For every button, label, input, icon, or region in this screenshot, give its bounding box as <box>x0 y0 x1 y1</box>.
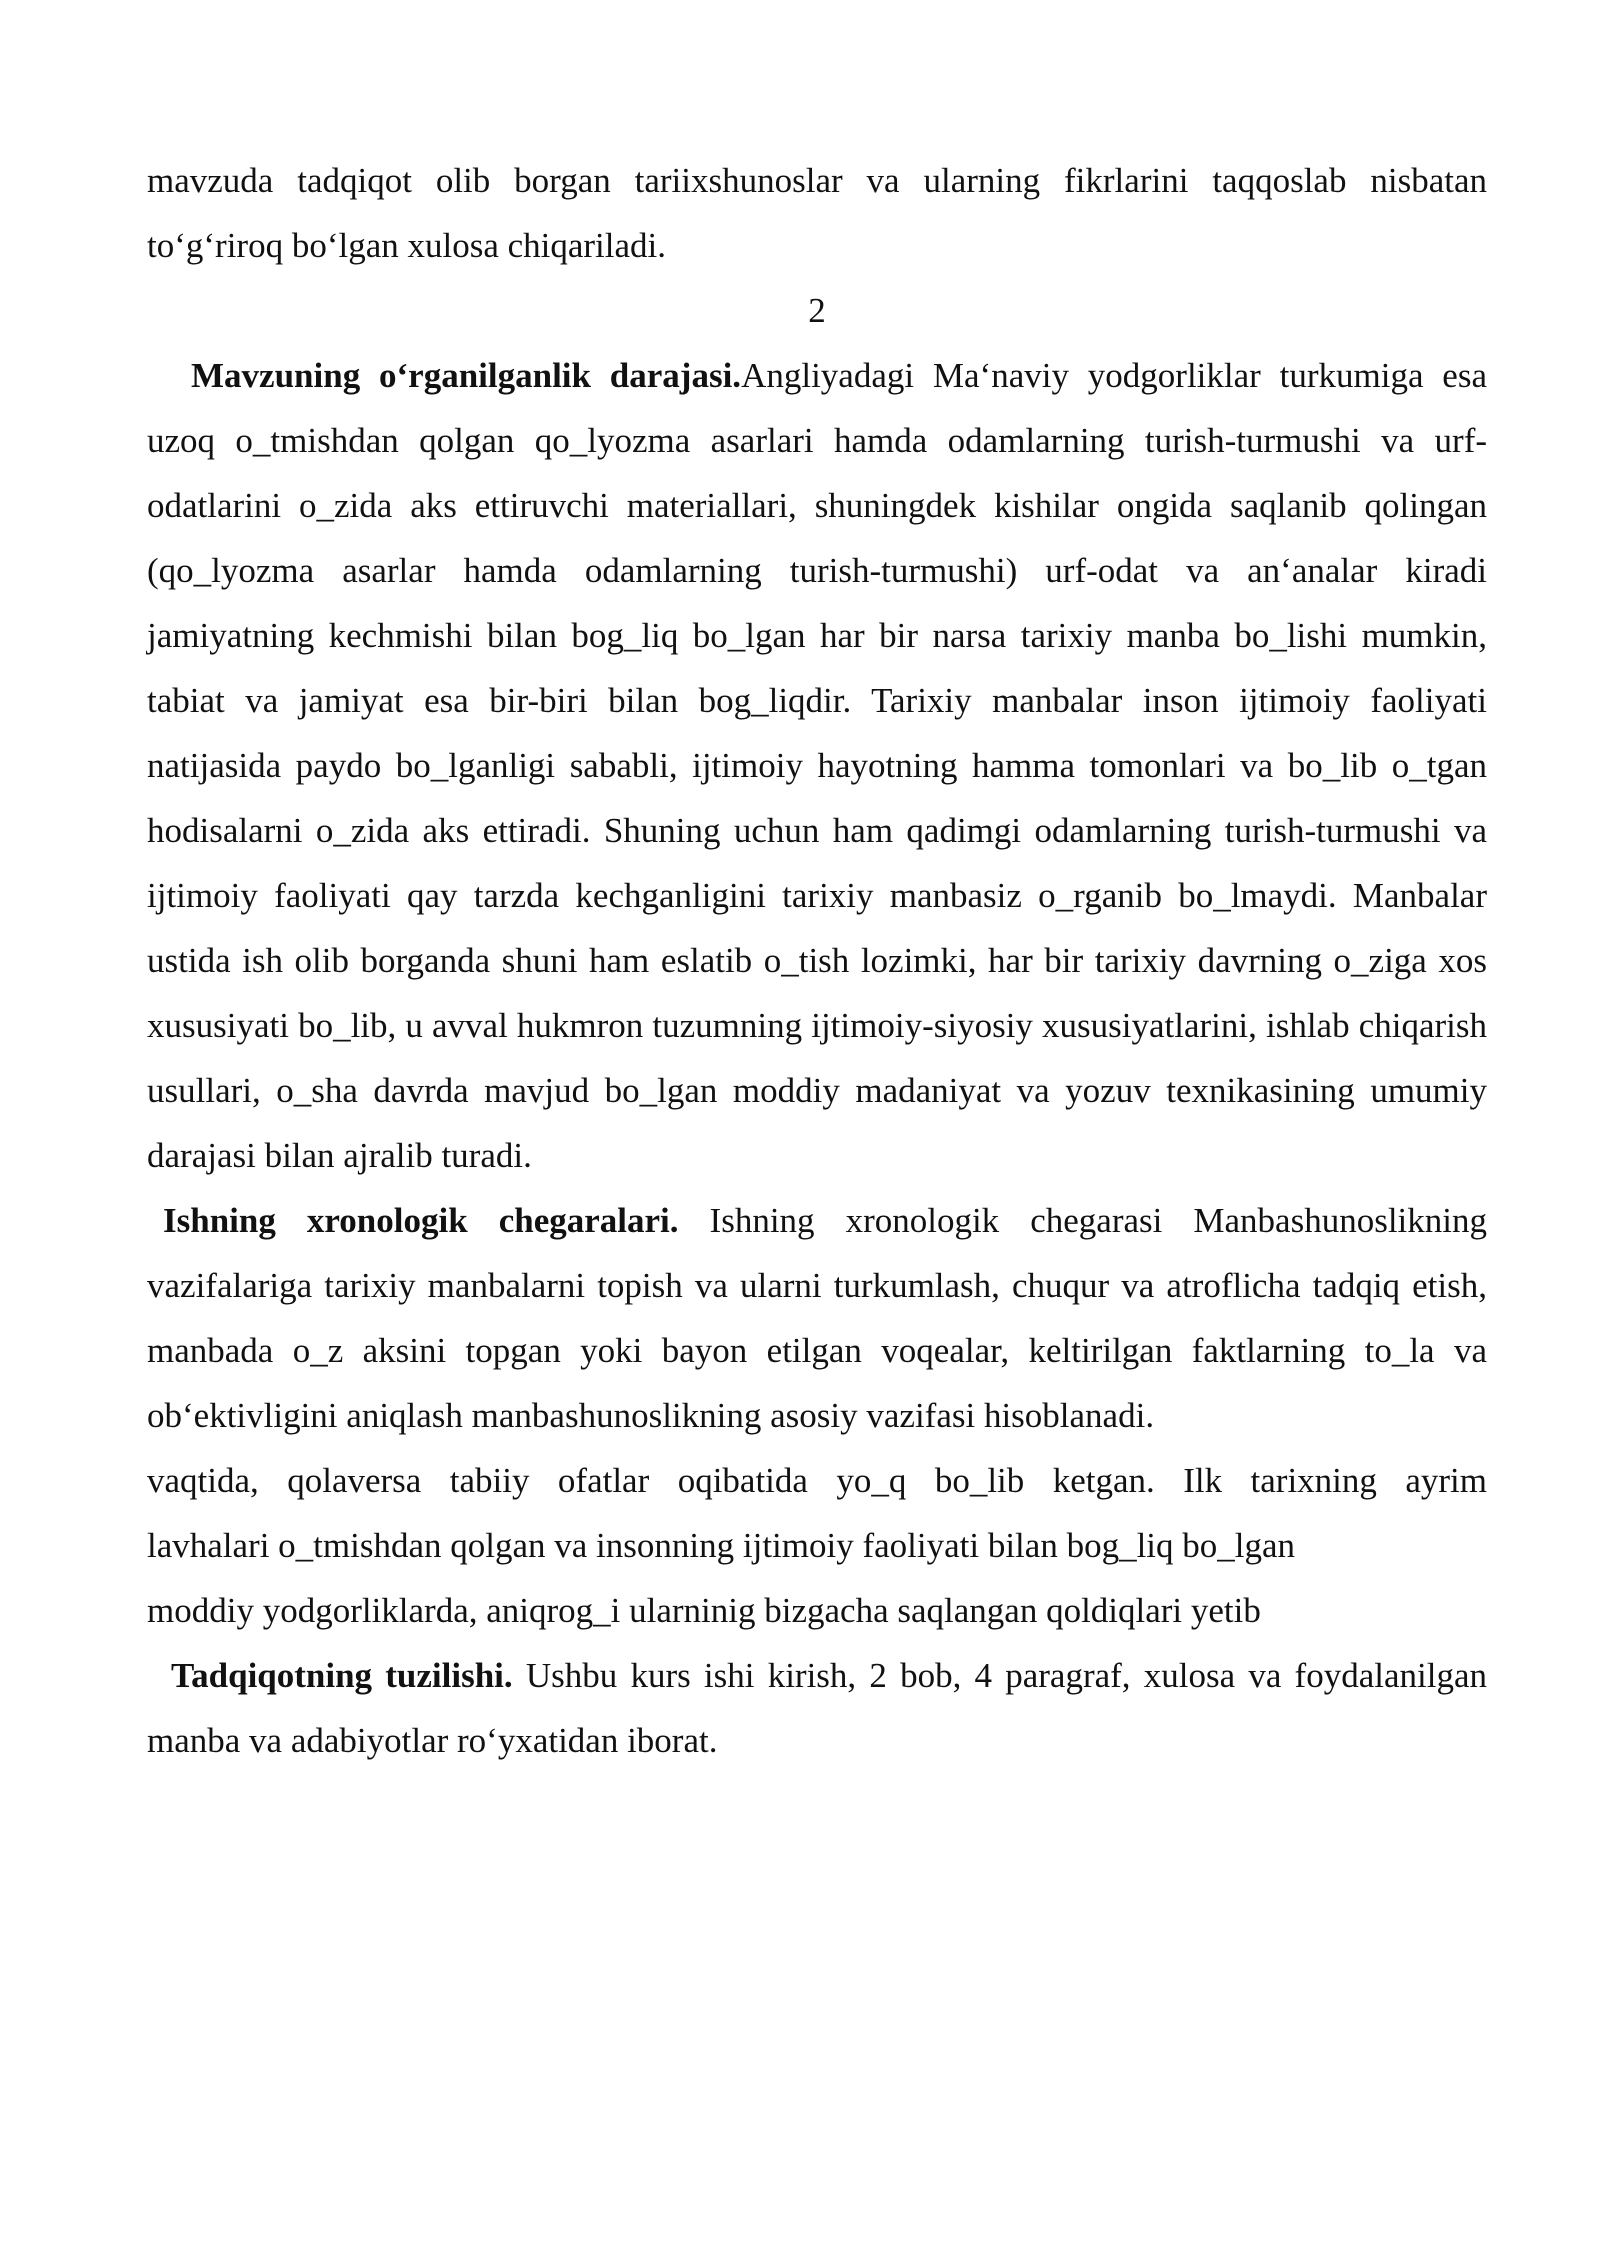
page-number: 2 <box>808 291 826 330</box>
degree-body: Angliyadagi Ma‘naviy yodgorliklar turkumiga esa uzoq o_tmishdan qolgan qo_lyozma asarlari hamda odamlarning turish-turmushi va urf-odatlarini o_zida aks ettiruvchi materiallari, shuningdek kishilar ongida saqlanib qolingan (qo_lyozma asarlar hamda odamlarning turish-turmushi) urf-odat va an‘analar kiradi jamiyatning kechmishi bilan bog_liq bo_lgan har bir narsa tarixiy manba bo_lishi mumkin, tabiat va jamiyat esa bir-biri bilan bog_liqdir. Tarixiy manbalar inson ijtimoiy faoliyati natijasida paydo bo_lganligi sababli, ijtimoiy hayotning hamma tomonlari va bo_lib o_tgan hodisalarni o_zida aks ettiradi. Shuning uchun ham qadimgi odamlarning turish-turmushi va ijtimoiy faoliyati qay tarzda kechganligini tarixiy manbasiz o_rganib bo_lmaydi. Manbalar ustida ish olib borganda shuni ham eslatib o_tish lozimki, har bir tarixiy davrning o_ziga xos xususiyati bo_lib, u avval hukmron tuzumning ijtimoiy-siyosiy xususiyatlarini, ishlab chiqarish usullari, o_sha davrda mavjud bo_lgan moddiy madaniyat va yozuv texnikasining umumiy darajasi bilan ajralib turadi. <box>147 356 1487 1175</box>
extra-line-2: lavhalari o_tmishdan qolgan va insonning ijtimoiy faoliyati bilan bog_liq bo_lgan <box>147 1526 1296 1565</box>
structure-body: Ushbu kurs ishi kirish, 2 bob, 4 paragraf, xulosa va foydalanilgan manba va adabiyotlar ro‘yxatidan iborat. <box>147 1656 1487 1760</box>
structure-paragraph <box>147 1643 1487 1773</box>
degree-paragraph <box>147 343 1487 1188</box>
intro-paragraph: mavzuda tadqiqot olib borgan tariixshunoslar va ularning fikrlarini taqqoslab nisbatan to‘g‘riroq bo‘lgan xulosa chiqariladi. <box>147 161 1487 265</box>
degree-heading: Mavzuning o‘rganilganlik darajasi. <box>191 356 742 395</box>
structure-heading: Tadqiqotning tuzilishi. <box>171 1656 513 1695</box>
document-page <box>147 148 1487 1773</box>
extra-line-3: moddiy yodgorliklarda, aniqrog_i ularninig bizgacha saqlangan qoldiqlari yetib <box>147 1591 1261 1630</box>
extra-line-1: vaqtida, qolaversa tabiiy ofatlar oqibatida yo_q bo_lib ketgan. Ilk tarixning ayrim <box>147 1461 1487 1500</box>
chronology-heading: Ishning xronologik chegaralari. <box>163 1201 679 1240</box>
chronology-paragraph <box>147 1188 1487 1448</box>
chronology-body: Ishning xronologik chegarasi Manbashunoslikning vazifalariga tarixiy manbalarni topish va ularni turkumlash, chuqur va atroflicha tadqiq etish, manbada o_z aksini topgan yoki bayon etilgan voqealar, keltirilgan faktlarning to_la va ob‘ektivligini aniqlash manbashunoslikning asosiy vazifasi hisoblanadi. <box>147 1201 1487 1435</box>
